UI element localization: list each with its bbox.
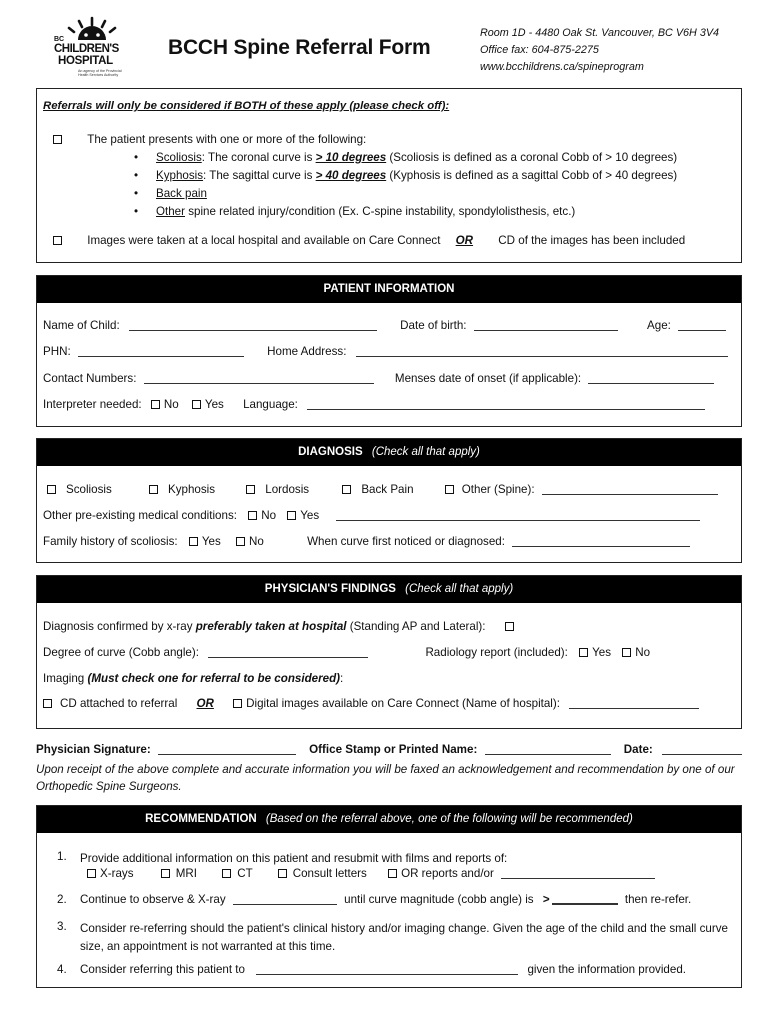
contact-field[interactable] — [144, 373, 374, 384]
family-no-checkbox[interactable] — [236, 537, 245, 546]
family-yes-checkbox[interactable] — [189, 537, 198, 546]
mri-checkbox[interactable] — [161, 869, 170, 878]
rec-number: 1. — [57, 850, 67, 863]
dob-field[interactable] — [474, 320, 618, 331]
physician-findings-section — [36, 575, 742, 729]
ct-label: CT — [237, 867, 253, 880]
confirmed-text-b: (Standing AP and Lateral): — [346, 620, 486, 633]
bullet-scoliosis — [156, 151, 677, 164]
diagnosis-options-row — [47, 483, 718, 496]
criteria-heading: Referrals will only be considered if BOTH of these apply (please check off): — [43, 100, 450, 112]
language-field[interactable] — [307, 399, 705, 410]
cobb-label: Degree of curve (Cobb angle): — [43, 646, 199, 659]
logo-hospital: HOSPITAL — [58, 55, 113, 67]
no-label: No — [163, 398, 179, 411]
preexisting-label: Other pre-existing medical conditions: — [43, 509, 237, 522]
imaging-text: Imaging — [43, 672, 88, 685]
signature-field[interactable] — [158, 744, 296, 755]
xrays-checkbox[interactable] — [87, 869, 96, 878]
lordosis-label: Lordosis — [265, 483, 310, 496]
address-label: Home Address: — [267, 345, 347, 358]
cobb-row — [43, 646, 650, 659]
referral-criteria-section — [36, 88, 742, 263]
diagnosis-heading-text: DIAGNOSIS — [298, 446, 363, 458]
curve-noticed-label: When curve first noticed or diagnosed: — [307, 535, 505, 548]
no-label: No — [261, 509, 277, 522]
phn-label: PHN: — [43, 345, 71, 358]
other-spine-label: Other (Spine): — [461, 483, 535, 496]
bullet-text: : The sagittal curve is — [203, 169, 316, 182]
preexisting-field[interactable] — [336, 510, 700, 521]
lordosis-checkbox[interactable] — [246, 485, 255, 494]
name-field[interactable] — [129, 320, 377, 331]
scoliosis-label: Scoliosis — [66, 483, 112, 496]
age-field[interactable] — [678, 320, 726, 331]
contact-row — [43, 372, 714, 385]
radiology-yes-checkbox[interactable] — [579, 648, 588, 657]
recommendation-heading-note: (Based on the referral above, one of the following will be recommended) — [265, 813, 633, 825]
criteria-2-checkbox[interactable] — [53, 236, 62, 245]
criteria-2-text: Images were taken at a local hospital and available on Care Connect — [87, 234, 441, 247]
or-label: OR — [196, 697, 214, 710]
hospital-name-field[interactable] — [569, 698, 699, 709]
cd-attached-checkbox[interactable] — [43, 699, 52, 708]
bullet-text: : The coronal curve is — [201, 151, 316, 164]
language-label: Language: — [243, 398, 298, 411]
rerefer-text: then re-refer. — [624, 893, 692, 906]
consult-letters-checkbox[interactable] — [278, 869, 287, 878]
interpreter-yes-checkbox[interactable] — [192, 400, 201, 409]
page-title: BCCH Spine Referral Form — [168, 36, 431, 59]
yes-label: Yes — [592, 646, 612, 659]
imaging-colon: : — [340, 672, 344, 685]
back-pain-label: Back Pain — [361, 483, 414, 496]
no-label: No — [249, 535, 264, 548]
confirmed-text: Diagnosis confirmed by x-ray — [43, 620, 196, 633]
cobb-field[interactable] — [208, 647, 368, 658]
rec-number: 2. — [57, 893, 67, 906]
phn-field[interactable] — [78, 346, 244, 357]
mri-label: MRI — [175, 867, 197, 880]
name-label: Name of Child: — [43, 319, 120, 332]
yes-label: Yes — [201, 535, 221, 548]
physician-heading-text: PHYSICIAN'S FINDINGS — [264, 583, 396, 595]
stamp-field[interactable] — [485, 744, 611, 755]
signature-row — [36, 743, 742, 756]
recommendation-heading — [37, 806, 741, 833]
rec-item-3: Consider re-referring should the patient's clinical history and/or imaging change. Given the age of the child and the small curve size, an appointment is not warranted at this time. — [80, 922, 728, 953]
bullet-text: (Scoliosis is defined as a coronal Cobb of > 10 degrees) — [386, 151, 678, 164]
menses-field[interactable] — [588, 373, 714, 384]
xrays-label: X-rays — [100, 867, 134, 880]
cd-attached-label: CD attached to referral — [60, 697, 178, 710]
yes-label: Yes — [204, 398, 224, 411]
bullet-back-pain — [156, 187, 207, 200]
patient-info-heading: PATIENT INFORMATION — [37, 276, 741, 303]
rec-number: 3. — [57, 920, 67, 933]
imaging-options-row — [43, 697, 699, 710]
phn-row — [43, 345, 728, 358]
or-reports-label: OR reports and/or — [401, 867, 494, 880]
stamp-label: Office Stamp or Printed Name: — [309, 743, 478, 756]
bullet-other — [156, 205, 575, 218]
address-field[interactable] — [356, 346, 728, 357]
criteria-item-2 — [53, 234, 685, 247]
family-history-row — [43, 535, 690, 548]
name-row — [43, 319, 726, 332]
contact-label: Contact Numbers: — [43, 372, 137, 385]
website-link[interactable]: www.bcchildrens.ca/spineprogram — [480, 61, 644, 73]
rec-item-2 — [80, 893, 691, 906]
rec-4-text: Consider referring this patient to — [80, 963, 245, 976]
address: Room 1D - 4480 Oak St. Vancouver, BC V6H 3V4 — [480, 27, 720, 39]
recommendation-heading-text: RECOMMENDATION — [145, 813, 257, 825]
dob-label: Date of birth: — [400, 319, 467, 332]
kyphosis-checkbox[interactable] — [149, 485, 158, 494]
bullet-term: Back pain — [156, 187, 207, 200]
date-field[interactable] — [662, 744, 742, 755]
rec-item-1: Provide additional information on this patient and resubmit with films and reports of: — [80, 852, 508, 865]
bc-childrens-hospital-logo — [52, 14, 128, 90]
yes-label: Yes — [300, 509, 320, 522]
physician-heading-note: (Check all that apply) — [405, 583, 514, 595]
rec-1-options — [87, 867, 655, 880]
criteria-1-checkbox[interactable] — [53, 135, 62, 144]
bullet-term: Scoliosis — [156, 151, 202, 164]
digital-images-checkbox[interactable] — [233, 699, 242, 708]
interpreter-label: Interpreter needed: — [43, 398, 142, 411]
imaging-emph: (Must check one for referral to be considered) — [87, 672, 341, 685]
patient-information-section — [36, 275, 742, 427]
bullet-emph: > 10 degrees — [315, 151, 387, 164]
logo-tagline: An agency of the Provincial Health Services Authority — [78, 69, 122, 78]
interpreter-no-checkbox[interactable] — [151, 400, 160, 409]
bullet-text: (Kyphosis is defined as a sagittal Cobb of > 40 degrees) — [386, 169, 678, 182]
menses-label: Menses date of onset (if applicable): — [394, 372, 582, 385]
xray-confirmed-row — [43, 620, 518, 633]
imaging-row — [43, 672, 343, 685]
interpreter-row — [43, 398, 705, 411]
age-label: Age: — [647, 319, 671, 332]
preexisting-yes-checkbox[interactable] — [287, 511, 296, 520]
bullet-term: Other — [156, 205, 185, 218]
cobb-threshold-field[interactable] — [552, 894, 618, 905]
ct-checkbox[interactable] — [222, 869, 231, 878]
date-label: Date: — [623, 743, 653, 756]
criteria-1-text: The patient presents with one or more of the following: — [87, 133, 367, 146]
other-spine-field[interactable] — [542, 484, 718, 495]
bullet-emph: > 40 degrees — [315, 169, 387, 182]
or-label: OR — [455, 234, 474, 247]
fax: Office fax: 604-875-2275 — [480, 44, 599, 56]
bullet-kyphosis — [156, 169, 677, 182]
contact-info — [480, 25, 719, 76]
refer-to-field[interactable] — [256, 964, 518, 975]
back-pain-checkbox[interactable] — [342, 485, 351, 494]
digital-images-label: Digital images available on Care Connect (Name of hospital): — [246, 697, 560, 710]
logo-bc: BC — [54, 36, 65, 43]
criteria-item-1 — [53, 133, 366, 146]
diagnosis-section — [36, 438, 742, 563]
rec-2-text: Continue to observe & X-ray — [80, 893, 226, 906]
or-reports-checkbox[interactable] — [388, 869, 397, 878]
preexisting-row — [43, 509, 700, 522]
rec-item-4 — [80, 963, 686, 976]
logo-childrens: CHILDREN'S — [54, 43, 119, 55]
physician-heading — [37, 576, 741, 603]
radiology-label: Radiology report (included): — [425, 646, 568, 659]
no-label: No — [635, 646, 651, 659]
kyphosis-label: Kyphosis — [167, 483, 216, 496]
diagnosis-heading-note: (Check all that apply) — [371, 446, 480, 458]
radiology-no-checkbox[interactable] — [622, 648, 631, 657]
other-reports-field[interactable] — [501, 868, 655, 879]
curve-noticed-field[interactable] — [512, 536, 690, 547]
given-text: given the information provided. — [527, 963, 686, 976]
acknowledgement-note: Upon receipt of the above complete and accurate information you will be faxed an acknowledgement and recommendation by one of our Orthopedic Spine Surgeons. — [36, 763, 735, 793]
until-text: until curve magnitude (cobb angle) is — [344, 893, 534, 906]
scoliosis-checkbox[interactable] — [47, 485, 56, 494]
criteria-2-text-b: CD of the images has been included — [498, 234, 686, 247]
bullet-text: spine related injury/condition (Ex. C-spine instability, spondylolisthesis, etc.) — [185, 205, 576, 218]
signature-label: Physician Signature: — [36, 743, 151, 756]
recommendation-section — [36, 805, 742, 988]
other-spine-checkbox[interactable] — [445, 485, 454, 494]
confirmed-emph: preferably taken at hospital — [195, 620, 347, 633]
xray-interval-field[interactable] — [233, 894, 337, 905]
gt-symbol: > — [542, 893, 550, 906]
consult-letters-label: Consult letters — [292, 867, 367, 880]
diagnosis-heading — [37, 439, 741, 466]
rec-number: 4. — [57, 963, 67, 976]
family-history-label: Family history of scoliosis: — [43, 535, 178, 548]
xray-confirmed-checkbox[interactable] — [505, 622, 514, 631]
preexisting-no-checkbox[interactable] — [248, 511, 257, 520]
bullet-term: Kyphosis — [156, 169, 204, 182]
